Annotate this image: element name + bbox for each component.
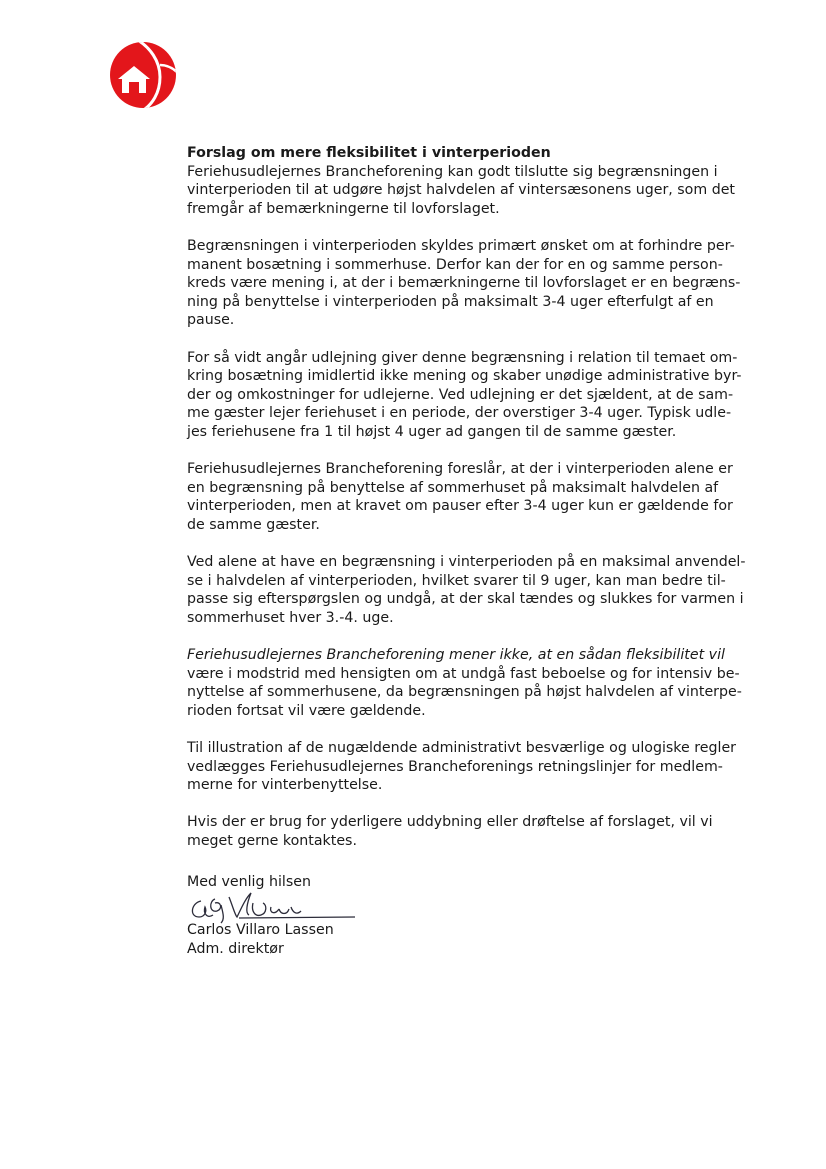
text-line: være i modstrid med hensigten om at undgå fast beboelse og for intensiv be- [187, 665, 740, 682]
paragraph-8 [187, 813, 747, 850]
logo-house-globe-icon [108, 39, 178, 111]
text-line: vinterperioden, men at kravet om pauser efter 3-4 uger kun er gældende for [187, 498, 733, 515]
text-line: merne for vinterbenyttelse. [187, 777, 383, 794]
paragraph-2 [187, 237, 747, 330]
text-line: der og omkostninger for udlejerne. Ved udlejning er det sjældent, at de sam- [187, 386, 734, 403]
paragraph-7 [187, 739, 747, 795]
text-line: rioden fortsat vil være gældende. [187, 702, 426, 719]
closing-salutation: Med venlig hilsen [187, 873, 311, 890]
text-line: vedlægges Feriehusudlejernes Brancheforenings retningslinjer for medlem- [187, 758, 723, 775]
text-line: Feriehusudlejernes Brancheforening mener ikke, at en sådan fleksibilitet vil [187, 647, 725, 664]
paragraph-6 [187, 646, 747, 720]
paragraph-3 [187, 349, 747, 442]
text-line: de samme gæster. [187, 516, 320, 533]
text-line: passe sig efterspørgslen og undgå, at der skal tændes og slukkes for varmen i [187, 591, 744, 608]
text-line: Hvis der er brug for yderligere uddybning eller drøftelse af forslaget, vil vi [187, 814, 713, 831]
text-line: fremgår af bemærkningerne til lovforslaget. [187, 200, 500, 217]
text-line: Ved alene at have en begrænsning i vinterperioden på en maksimal anvendel- [187, 554, 746, 571]
text-line: Feriehusudlejernes Brancheforening kan godt tilslutte sig begrænsningen i [187, 163, 718, 180]
handwritten-signature [187, 889, 357, 925]
letter-heading: Forslag om mere fleksibilitet i vinterperioden [187, 145, 551, 161]
text-line: pause. [187, 312, 235, 329]
text-line: kreds være mening i, at der i bemærkningerne til lovforslaget er en begræns- [187, 275, 741, 292]
text-line: se i halvdelen af vinterperioden, hvilket svarer til 9 uger, kan man bedre til- [187, 572, 726, 589]
paragraph-1 [187, 163, 747, 219]
letter-body [187, 144, 747, 958]
text-line: meget gerne kontaktes. [187, 832, 357, 849]
paragraph-5 [187, 553, 747, 627]
text-line: jes feriehusene fra 1 til højst 4 uger ad gangen til de samme gæster. [187, 423, 677, 440]
text-line: en begrænsning på benyttelse af sommerhuset på maksimalt halvdelen af [187, 479, 719, 496]
text-line: kring bosætning imidlertid ikke mening og skaber unødige administrative byr- [187, 368, 742, 385]
signer-title: Adm. direktør [187, 940, 284, 957]
text-line: Til illustration af de nugældende administrativt besværlige og ulogiske regler [187, 740, 737, 756]
text-line: Feriehusudlejernes Brancheforening foreslår, at der i vinterperioden alene er [187, 461, 733, 478]
text-line: For så vidt angår udlejning giver denne begrænsning i relation til temaet om- [187, 349, 738, 366]
text-line: vinterperioden til at udgøre højst halvdelen af vintersæsonens uger, som det [187, 182, 735, 199]
text-line: manent bosætning i sommerhuse. Derfor kan der for en og samme person- [187, 256, 723, 273]
text-line: sommerhuset hver 3.-4. uge. [187, 609, 394, 626]
signer-name: Carlos Villaro Lassen [187, 922, 334, 939]
text-line: nyttelse af sommerhusene, da begrænsningen på højst halvdelen af vinterpe- [187, 684, 742, 701]
closing-block [187, 873, 747, 959]
text-line: me gæster lejer feriehuset i en periode, der overstiger 3-4 uger. Typisk udle- [187, 405, 732, 422]
text-line: Begrænsningen i vinterperioden skyldes primært ønsket om at forhindre per- [187, 237, 735, 254]
text-line: ning på benyttelse i vinterperioden på maksimalt 3-4 uger efterfulgt af en [187, 293, 714, 310]
paragraph-4 [187, 460, 747, 534]
